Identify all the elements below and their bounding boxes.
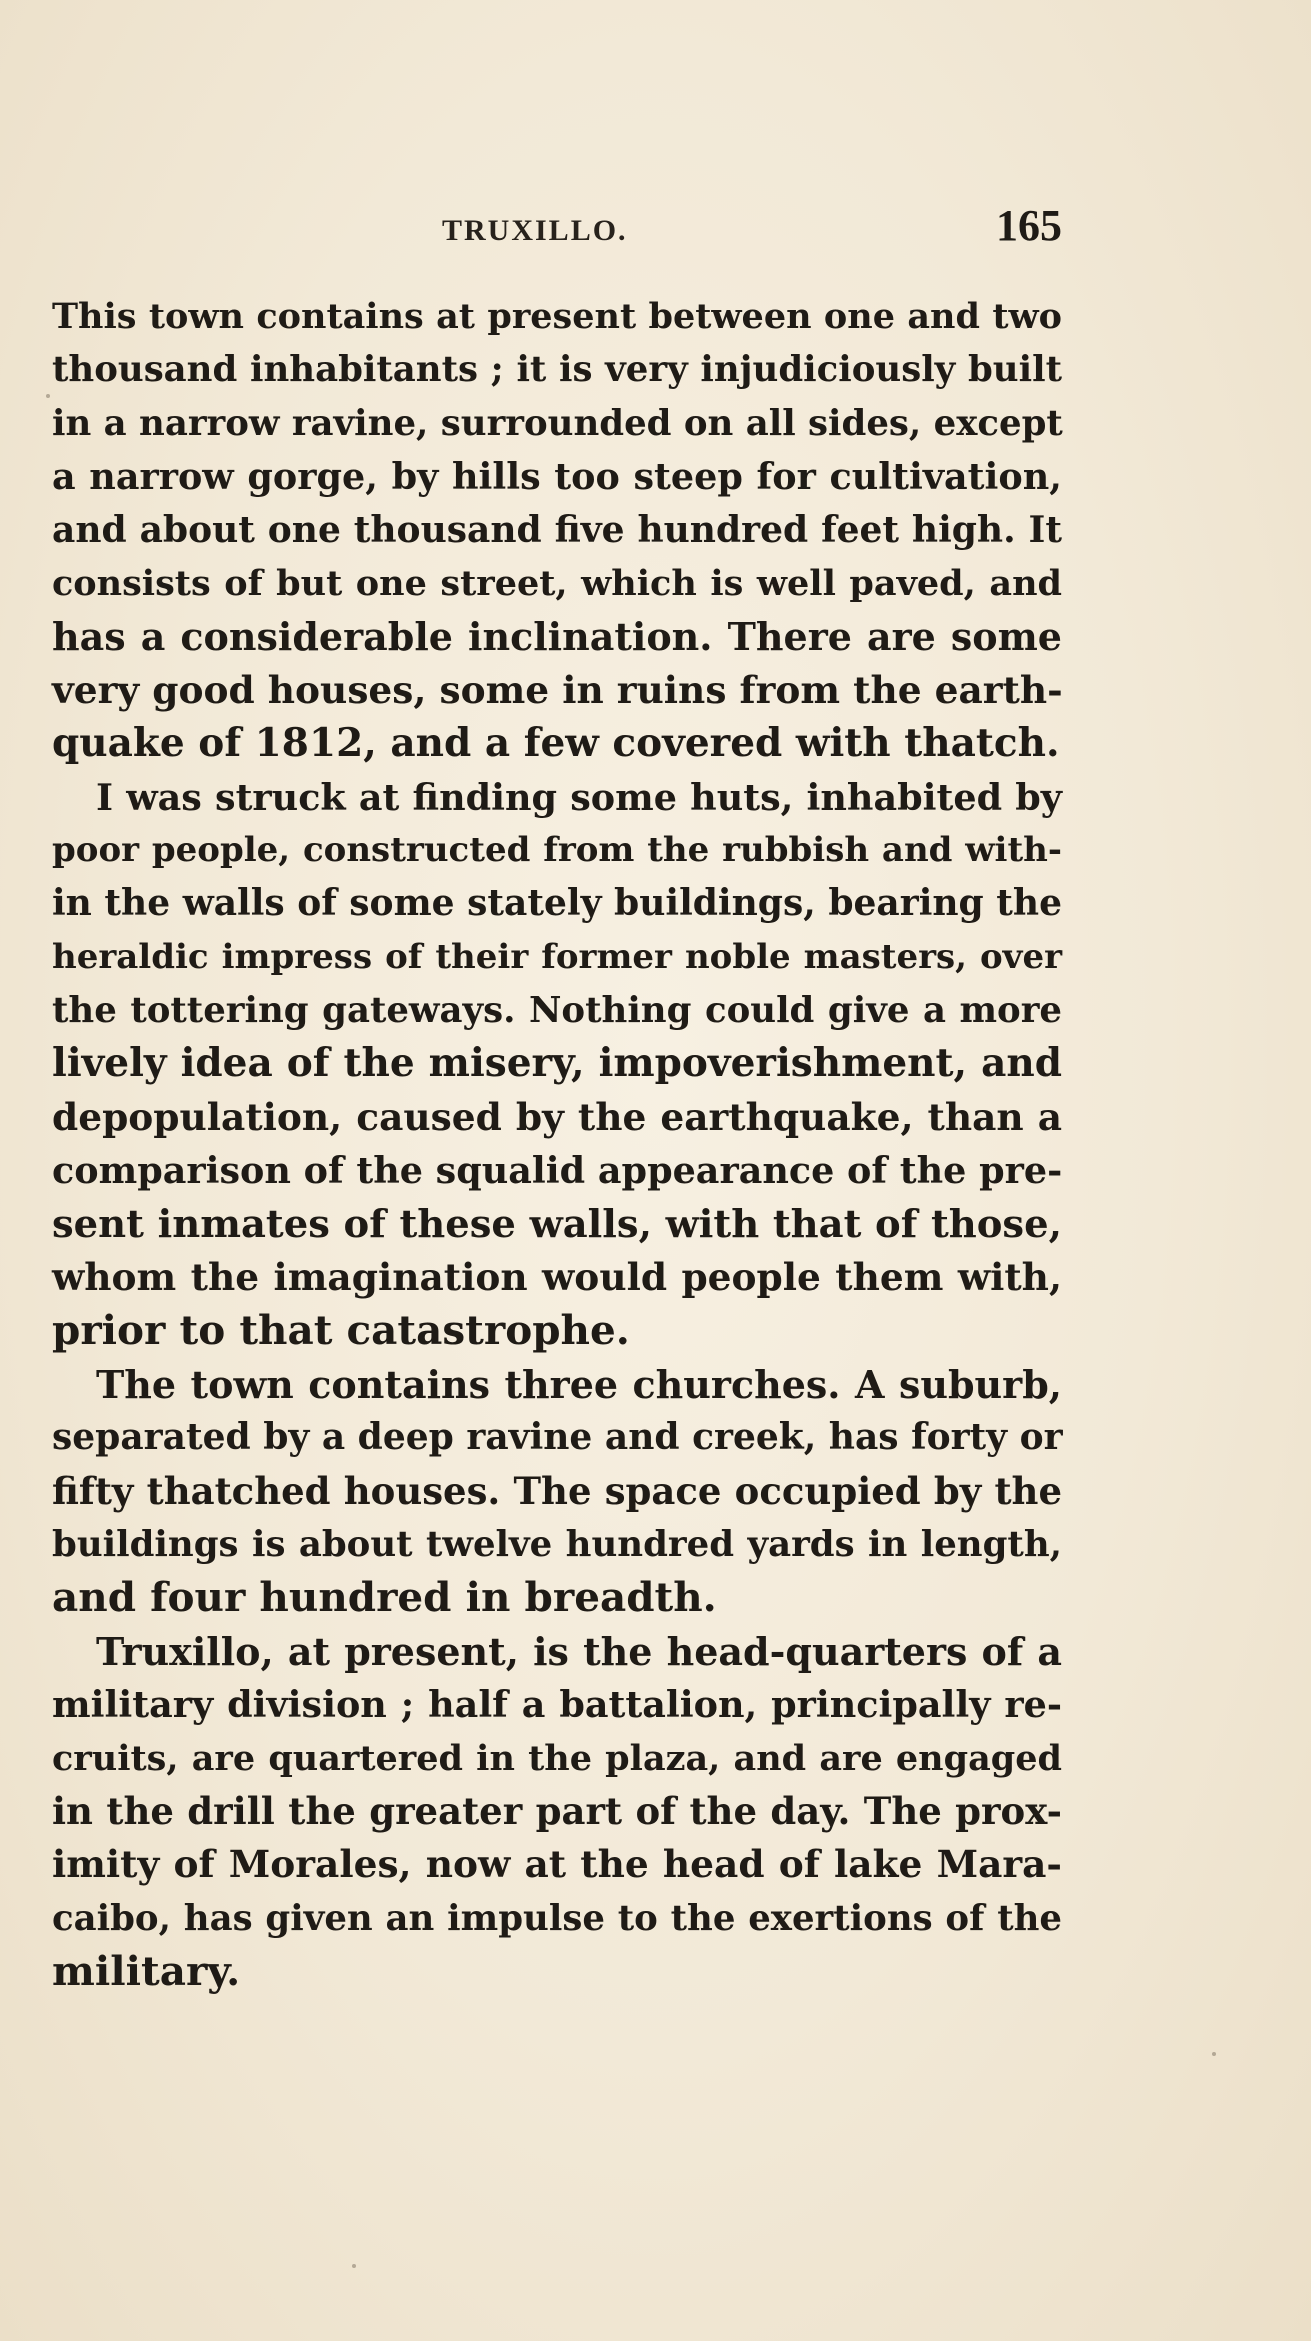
running-title: TRUXILLO. bbox=[442, 214, 628, 247]
text-line: thousand inhabitants ; it is very injudiciously built bbox=[52, 349, 1062, 391]
paragraph-1 bbox=[52, 290, 1062, 771]
text-line: the tottering gateways. Nothing could give a more bbox=[52, 990, 1062, 1032]
text-line: military. bbox=[52, 1947, 241, 1996]
text-line: whom the imagination would people them with, bbox=[52, 1255, 1062, 1300]
text-line: quake of 1812, and a few covered with thatch. bbox=[52, 720, 1060, 767]
text-line: caibo, has given an impulse to the exertions of the bbox=[52, 1897, 1062, 1939]
text-line: separated by a deep ravine and creek, has forty or bbox=[52, 1416, 1063, 1459]
text-line: lively idea of the misery, impoverishment, and bbox=[52, 1040, 1062, 1087]
text-line: buildings is about twelve hundred yards in length, bbox=[52, 1523, 1062, 1565]
text-line: prior to that catastrophe. bbox=[52, 1306, 630, 1355]
text-line: I was struck at finding some huts, inhabited by bbox=[96, 775, 1062, 819]
text-line: imity of Morales, now at the head of lake Mara- bbox=[52, 1842, 1062, 1887]
paragraph-3 bbox=[52, 1358, 1062, 1625]
text-line: Truxillo, at present, is the head-quarters of a bbox=[96, 1628, 1062, 1674]
text-line: fifty thatched houses. The space occupied by the bbox=[52, 1468, 1062, 1513]
text-line: The town contains three churches. A suburb, bbox=[96, 1361, 1062, 1407]
paper-speck bbox=[1212, 2052, 1216, 2056]
text-line: very good houses, some in ruins from the earth- bbox=[52, 667, 1063, 712]
text-line: and four hundred in breadth. bbox=[52, 1573, 717, 1622]
text-line: in the drill the greater part of the day. The prox- bbox=[52, 1788, 1062, 1833]
text-line: cruits, are quartered in the plaza, and are engaged bbox=[52, 1737, 1062, 1779]
text-line: military division ; half a battalion, principally re- bbox=[52, 1683, 1062, 1727]
page-number: 165 bbox=[996, 201, 1062, 250]
text-line: comparison of the squalid appearance of the pre- bbox=[52, 1149, 1063, 1193]
paragraph-2 bbox=[52, 771, 1062, 1358]
paper-speck bbox=[46, 394, 50, 398]
text-line: and about one thousand five hundred feet high. It bbox=[52, 508, 1062, 551]
text-line: has a considerable inclination. There are some bbox=[52, 614, 1062, 660]
body-text bbox=[52, 290, 1062, 1999]
paper-speck bbox=[352, 2264, 356, 2268]
text-line: in the walls of some stately buildings, bearing the bbox=[52, 882, 1062, 925]
text-line: This town contains at present between one and two bbox=[52, 296, 1062, 337]
text-line: a narrow gorge, by hills too steep for cultivation, bbox=[52, 455, 1062, 499]
running-head bbox=[52, 200, 1062, 260]
text-line: in a narrow ravine, surrounded on all sides, except bbox=[52, 402, 1063, 444]
text-line: poor people, constructed from the rubbish and with- bbox=[52, 829, 1062, 870]
text-line: consists of but one street, which is well paved, and bbox=[52, 562, 1062, 604]
text-line: sent inmates of these walls, with that of those, bbox=[52, 1201, 1062, 1247]
paragraph-4 bbox=[52, 1625, 1062, 1999]
text-line: depopulation, caused by the earthquake, than a bbox=[52, 1094, 1062, 1139]
text-line: heraldic impress of their former noble masters, over bbox=[52, 936, 1062, 977]
